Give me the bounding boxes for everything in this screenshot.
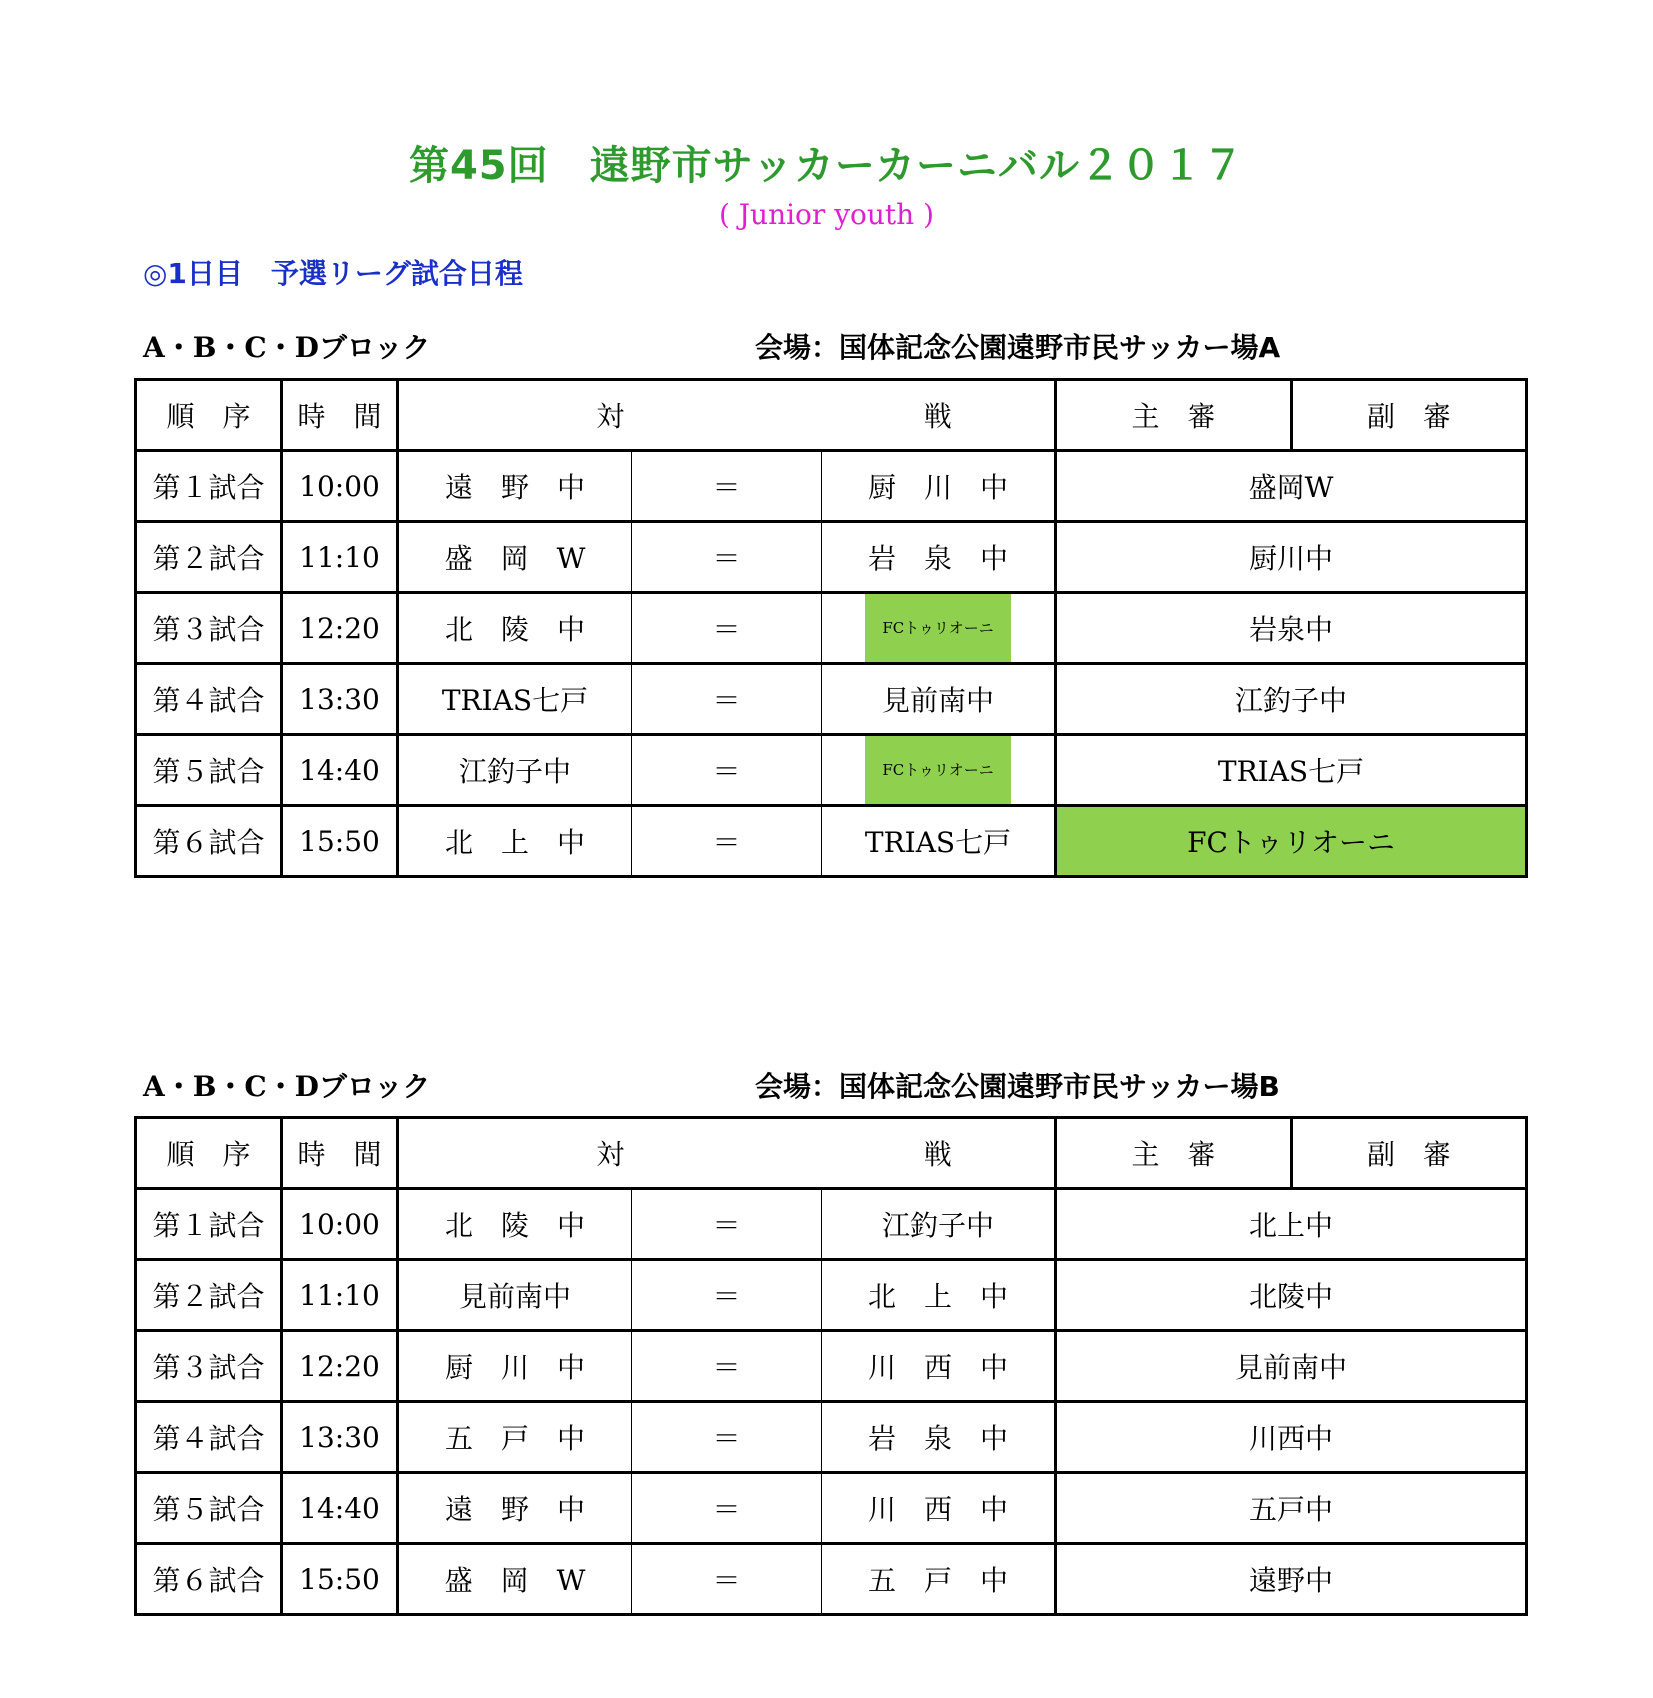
team-home: TRIAS七戸: [398, 664, 632, 735]
table-row: [136, 1544, 1527, 1615]
referee-cell: TRIAS七戸: [1056, 735, 1527, 806]
team-away-label: FCトゥリオーニ: [865, 736, 1011, 804]
match-time: 15:50: [282, 806, 398, 877]
team-away: 江釣子中: [822, 1189, 1056, 1260]
vs-sign: ＝: [632, 451, 822, 522]
header-time: 時 間: [282, 380, 398, 451]
header-assistant: 副 審: [1292, 1118, 1527, 1189]
schedule-table-b: [134, 1116, 1528, 1616]
team-home: 遠 野 中: [398, 1473, 632, 1544]
team-away-highlighted: [822, 593, 1056, 664]
header-match-left: 対: [398, 1118, 822, 1189]
team-home: 五 戸 中: [398, 1402, 632, 1473]
vs-sign: ＝: [632, 806, 822, 877]
referee-cell: 遠野中: [1056, 1544, 1527, 1615]
vs-sign: ＝: [632, 1544, 822, 1615]
team-home: 北 陵 中: [398, 593, 632, 664]
match-order: 第１試合: [136, 451, 282, 522]
header-match-right: 戦: [822, 380, 1056, 451]
team-home: 盛 岡 W: [398, 522, 632, 593]
referee-cell: 見前南中: [1056, 1331, 1527, 1402]
team-away: 岩 泉 中: [822, 522, 1056, 593]
referee-cell: 厨川中: [1056, 522, 1527, 593]
match-order: 第５試合: [136, 1473, 282, 1544]
table-row: [136, 1260, 1527, 1331]
match-time: 15:50: [282, 1544, 398, 1615]
match-order: 第２試合: [136, 522, 282, 593]
referee-cell-highlighted: FCトゥリオーニ: [1056, 806, 1527, 877]
header-order: 順 序: [136, 1118, 282, 1189]
table-row: [136, 735, 1527, 806]
match-order: 第３試合: [136, 593, 282, 664]
team-home: 遠 野 中: [398, 451, 632, 522]
team-home: 北 陵 中: [398, 1189, 632, 1260]
team-away: 見前南中: [822, 664, 1056, 735]
vs-sign: ＝: [632, 1260, 822, 1331]
table-row: [136, 806, 1527, 877]
team-home: 江釣子中: [398, 735, 632, 806]
match-order: 第２試合: [136, 1260, 282, 1331]
match-time: 14:40: [282, 1473, 398, 1544]
referee-cell: 盛岡W: [1056, 451, 1527, 522]
match-time: 11:10: [282, 522, 398, 593]
header-referee: 主 審: [1056, 1118, 1292, 1189]
vs-sign: ＝: [632, 522, 822, 593]
table-row: [136, 1402, 1527, 1473]
vs-sign: ＝: [632, 1473, 822, 1544]
section-heading: ◎1日目 予選リーグ試合日程: [143, 257, 523, 290]
team-away: 五 戸 中: [822, 1544, 1056, 1615]
schedule-table-a: [134, 378, 1528, 878]
header-referee: 主 審: [1056, 380, 1292, 451]
table-row: [136, 1473, 1527, 1544]
match-order: 第６試合: [136, 806, 282, 877]
header-time: 時 間: [282, 1118, 398, 1189]
match-time: 10:00: [282, 1189, 398, 1260]
match-time: 10:00: [282, 451, 398, 522]
table-row: [136, 522, 1527, 593]
table-row: [136, 1189, 1527, 1260]
match-time: 11:10: [282, 1260, 398, 1331]
match-order: 第４試合: [136, 664, 282, 735]
team-away: 岩 泉 中: [822, 1402, 1056, 1473]
vs-sign: ＝: [632, 1402, 822, 1473]
match-time: 14:40: [282, 735, 398, 806]
team-home: 見前南中: [398, 1260, 632, 1331]
vs-sign: ＝: [632, 735, 822, 806]
referee-cell: 北上中: [1056, 1189, 1527, 1260]
header-assistant: 副 審: [1292, 380, 1527, 451]
team-home: 北 上 中: [398, 806, 632, 877]
block-label-a: A・B・C・Dブロック: [143, 331, 431, 364]
team-away: 川 西 中: [822, 1473, 1056, 1544]
table-row: [136, 1331, 1527, 1402]
table-header-row: [136, 1118, 1527, 1189]
vs-sign: ＝: [632, 1189, 822, 1260]
match-order: 第６試合: [136, 1544, 282, 1615]
match-time: 12:20: [282, 593, 398, 664]
header-order: 順 序: [136, 380, 282, 451]
venue-label-b: 会場：国体記念公園遠野市民サッカー場B: [755, 1070, 1280, 1103]
table-row: [136, 664, 1527, 735]
match-time: 12:20: [282, 1331, 398, 1402]
venue-label-a: 会場：国体記念公園遠野市民サッカー場A: [755, 331, 1281, 364]
table-row: [136, 593, 1527, 664]
team-away: 厨 川 中: [822, 451, 1056, 522]
team-away-highlighted: [822, 735, 1056, 806]
header-match-left: 対: [398, 380, 822, 451]
referee-cell: 川西中: [1056, 1402, 1527, 1473]
vs-sign: ＝: [632, 664, 822, 735]
team-home: 盛 岡 W: [398, 1544, 632, 1615]
team-away-label: FCトゥリオーニ: [865, 594, 1011, 662]
team-away: 北 上 中: [822, 1260, 1056, 1331]
team-away: 川 西 中: [822, 1331, 1056, 1402]
block-label-b: A・B・C・Dブロック: [143, 1070, 431, 1103]
table-header-row: [136, 380, 1527, 451]
team-home: 厨 川 中: [398, 1331, 632, 1402]
page-subtitle: ( Junior youth ): [718, 198, 935, 231]
vs-sign: ＝: [632, 593, 822, 664]
referee-cell: 五戸中: [1056, 1473, 1527, 1544]
match-order: 第３試合: [136, 1331, 282, 1402]
match-time: 13:30: [282, 664, 398, 735]
team-away: TRIAS七戸: [822, 806, 1056, 877]
match-order: 第５試合: [136, 735, 282, 806]
match-time: 13:30: [282, 1402, 398, 1473]
header-match-right: 戦: [822, 1118, 1056, 1189]
table-row: [136, 451, 1527, 522]
referee-cell: 江釣子中: [1056, 664, 1527, 735]
match-order: 第１試合: [136, 1189, 282, 1260]
referee-cell: 岩泉中: [1056, 593, 1527, 664]
match-order: 第４試合: [136, 1402, 282, 1473]
referee-cell: 北陵中: [1056, 1260, 1527, 1331]
page-title: 第45回 遠野市サッカーカーニバル２０１７: [408, 143, 1245, 189]
vs-sign: ＝: [632, 1331, 822, 1402]
